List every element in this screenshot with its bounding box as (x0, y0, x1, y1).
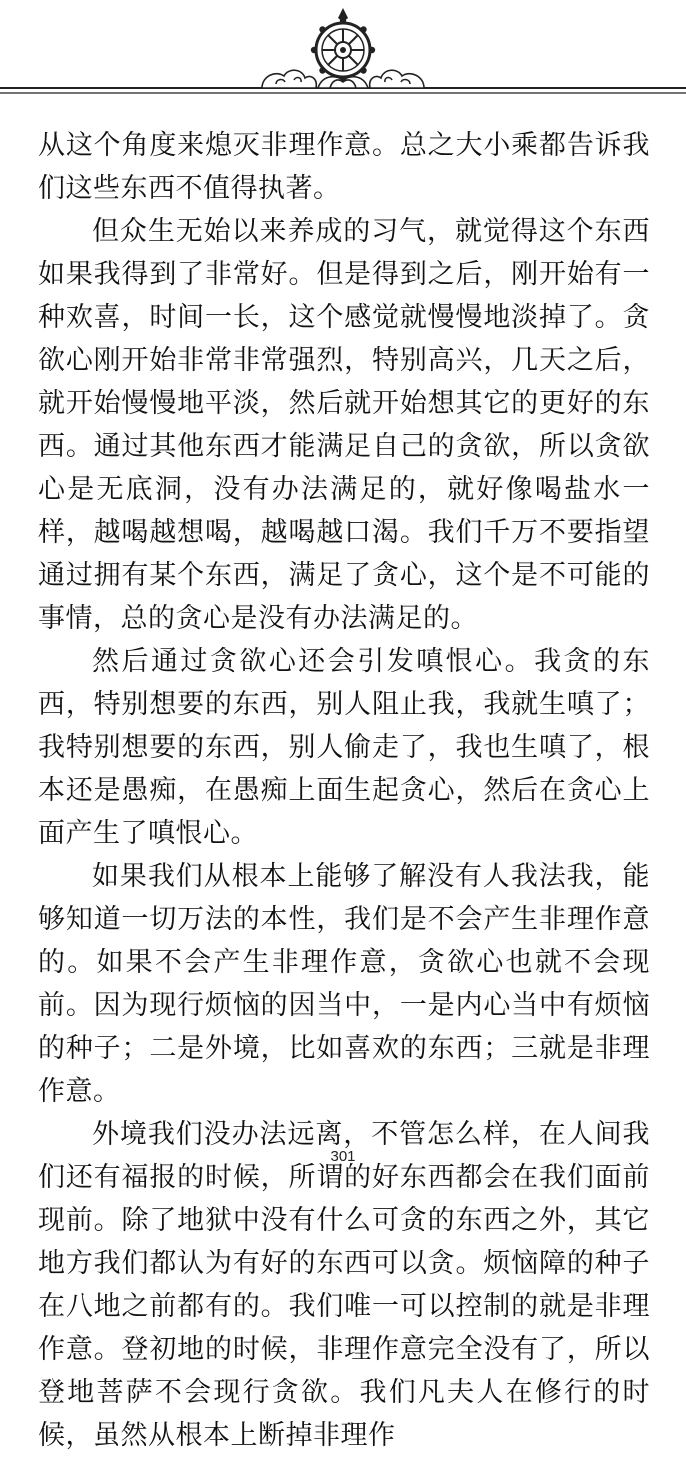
paragraph-5: 外境我们没办法远离，不管怎么样，在人间我们还有福报的时候，所谓的好东西都会在我们面前现前。除了地狱中没有什么可贪的东西之外，其它地方我们都认为有好的东西可以贪。烦恼障的种子在八地之前都有的。我们唯一可以控制的就是非理作意。登初地的时候，非理作意完全没有了，所以登地菩萨不会现行贪欲。我们凡夫人在修行的时候，虽然从根本上断掉非理作 (38, 1119, 650, 1451)
paragraph-1: 从这个角度来熄灭非理作意。总之大小乘都告诉我们这些东西不值得执著。 (38, 130, 650, 204)
cloud-scroll-left-icon (262, 70, 316, 88)
page-number: 301 (330, 1148, 356, 1165)
dharma-wheel-icon (311, 8, 375, 82)
header-ornament (0, 0, 686, 110)
paragraph-4: 如果我们从根本上能够了解没有人我法我，能够知道一切万法的本性，我们是不会产生非理作意的。如果不会产生非理作意，贪欲心也就不会现前。因为现行烦恼的因当中，一是内心当中有烦恼的种子；二是外境，比如喜欢的东西；三就是非理作意。 (38, 861, 650, 1107)
paragraph-2: 但众生无始以来养成的习气，就觉得这个东西如果我得到了非常好。但是得到之后，刚开始有一种欢喜，时间一长，这个感觉就慢慢地淡掉了。贪欲心刚开始非常非常强烈，特别高兴，几天之后，就开始慢慢地平淡，然后就开始想其它的更好的东西。通过其他东西才能满足自己的贪欲，所以贪欲心是无底洞，没有办法满足的，就好像喝盐水一样，越喝越想喝，越喝越口渴。我们千万不要指望通过拥有某个东西，满足了贪心，这个是不可能的事情，总的贪心是没有办法满足的。 (38, 216, 650, 634)
page-body (38, 124, 650, 1457)
cloud-scroll-right-icon (370, 70, 424, 88)
paragraph-3: 然后通过贪欲心还会引发嗔恨心。我贪的东西，特别想要的东西，别人阻止我，我就生嗔了；我特别想要的东西，别人偷走了，我也生嗔了，根本还是愚痴，在愚痴上面生起贪心，然后在贪心上面产生了嗔恨心。 (38, 646, 650, 849)
